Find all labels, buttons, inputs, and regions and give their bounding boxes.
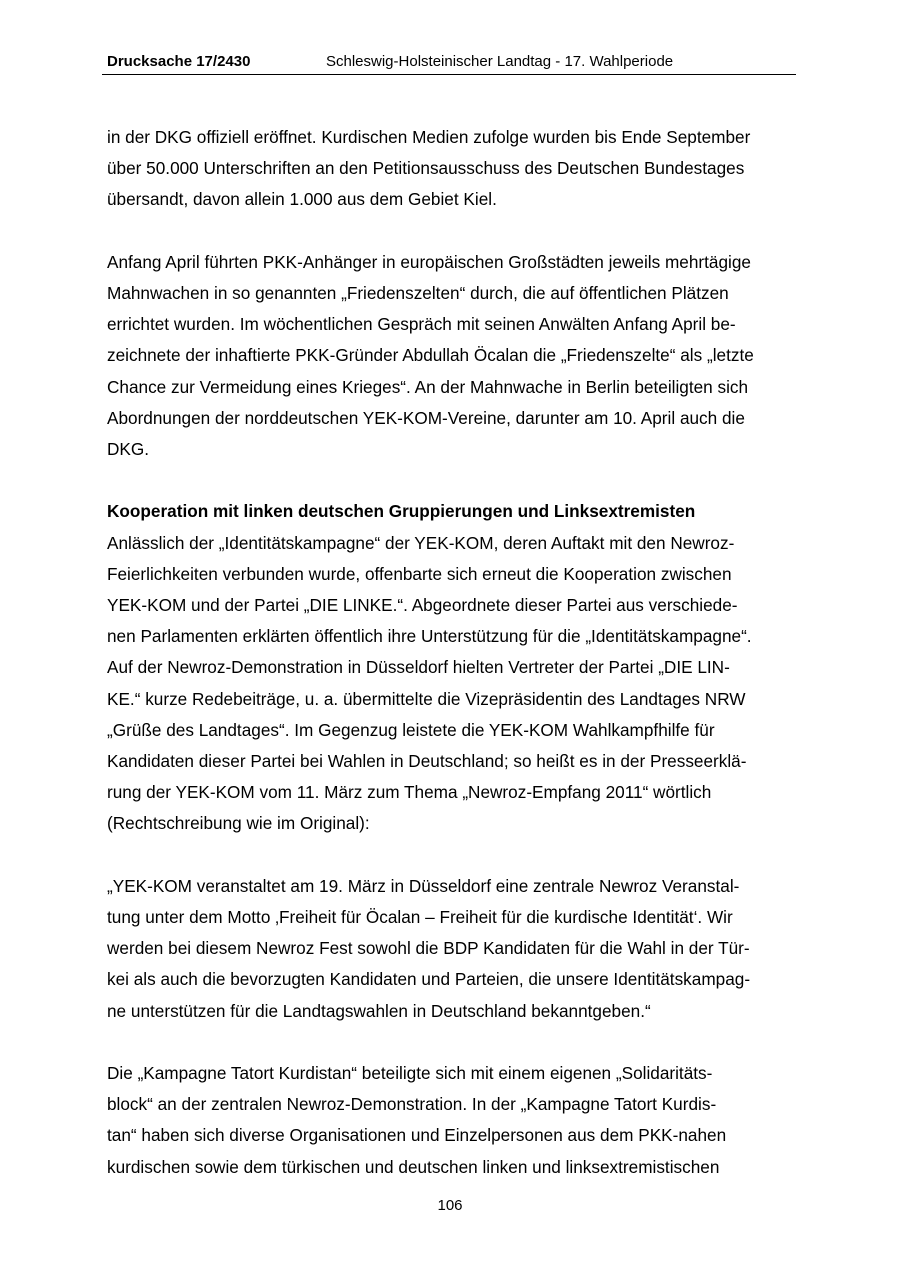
text-line: Die „Kampagne Tatort Kurdistan“ beteiligte sich mit einem eigenen „Solidaritäts- <box>107 1063 713 1084</box>
header-title: Schleswig-Holsteinischer Landtag - 17. Wahlperiode <box>326 53 674 70</box>
text-line: Kandidaten dieser Partei bei Wahlen in Deutschland; so heißt es in der Presseerklä- <box>107 751 747 772</box>
text-line: „Grüße des Landtages“. Im Gegenzug leistete die YEK-KOM Wahlkampfhilfe für <box>107 719 715 740</box>
text-line: werden bei diesem Newroz Fest sowohl die BDP Kandidaten für die Wahl in der Tür- <box>107 938 750 959</box>
text-line: Auf der Newroz-Demonstration in Düsseldorf hielten Vertreter der Partei „DIE LIN- <box>107 657 730 678</box>
text-line: Abordnungen der norddeutschen YEK-KOM-Vereine, darunter am 10. April auch die <box>107 407 745 428</box>
text-line: übersandt, davon allein 1.000 aus dem Gebiet Kiel. <box>107 189 497 210</box>
page-number: 106 <box>437 1197 463 1214</box>
page-header <box>102 52 796 75</box>
text-line: KE.“ kurze Redebeiträge, u. a. übermittelte die Vizepräsidentin des Landtages NRW <box>107 688 746 709</box>
section-heading: Kooperation mit linken deutschen Gruppierungen und Linksextremisten <box>107 501 696 522</box>
paragraph <box>107 122 797 216</box>
text-line: kei als auch die bevorzugten Kandidaten und Parteien, die unsere Identitätskampag- <box>107 969 751 990</box>
text-line: rung der YEK-KOM vom 11. März zum Thema „Newroz-Empfang 2011“ wörtlich <box>107 782 712 803</box>
text-line: Chance zur Vermeidung eines Krieges“. An der Mahnwache in Berlin beteiligten sich <box>107 376 749 397</box>
text-line: Anfang April führten PKK-Anhänger in europäischen Großstädten jeweils mehrtägige <box>107 251 751 272</box>
text-line: (Rechtschreibung wie im Original): <box>107 813 370 834</box>
text-line: tan“ haben sich diverse Organisationen und Einzelpersonen aus dem PKK-nahen <box>107 1125 727 1146</box>
text-line: „YEK-KOM veranstaltet am 19. März in Düsseldorf eine zentrale Newroz Veranstal- <box>107 875 740 896</box>
text-line: DKG. <box>107 439 150 460</box>
text-line: ne unterstützen für die Landtagswahlen in Deutschland bekanntgeben.“ <box>107 1000 651 1021</box>
paragraph <box>107 496 797 839</box>
text-line: tung unter dem Motto ‚Freiheit für Öcalan – Freiheit für die kurdische Identität‘. Wir <box>107 907 733 928</box>
text-line: Anlässlich der „Identitätskampagne“ der YEK-KOM, deren Auftakt mit den Newroz- <box>107 532 735 553</box>
text-line: Feierlichkeiten verbunden wurde, offenbarte sich erneut die Kooperation zwischen <box>107 563 732 584</box>
text-line: in der DKG offiziell eröffnet. Kurdischen Medien zufolge wurden bis Ende September <box>107 127 751 147</box>
document-number: Drucksache 17/2430 <box>107 53 251 70</box>
text-line: zeichnete der inhaftierte PKK-Gründer Abdullah Öcalan die „Friedenszelte“ als „letzte <box>107 345 754 366</box>
text-line: errichtet wurden. Im wöchentlichen Gespräch mit seinen Anwälten Anfang April be- <box>107 314 736 335</box>
text-line: nen Parlamenten erklärten öffentlich ihre Unterstützung für die „Identitätskampagne“. <box>107 626 752 647</box>
text-line: Mahnwachen in so genannten „Friedenszelten“ durch, die auf öffentlichen Plätzen <box>107 283 729 303</box>
paragraph <box>107 247 797 465</box>
text-line: YEK-KOM und der Partei „DIE LINKE.“. Abgeordnete dieser Partei aus verschiede- <box>107 595 738 616</box>
paragraph <box>107 1058 797 1183</box>
text-line: über 50.000 Unterschriften an den Petitionsausschuss des Deutschen Bundestages <box>107 158 745 179</box>
text-line: kurdischen sowie dem türkischen und deutschen linken und linksextremistischen <box>107 1156 720 1177</box>
quote-paragraph <box>107 871 797 1027</box>
document-body <box>107 122 797 1214</box>
text-line: block“ an der zentralen Newroz-Demonstration. In der „Kampagne Tatort Kurdis- <box>107 1094 717 1115</box>
